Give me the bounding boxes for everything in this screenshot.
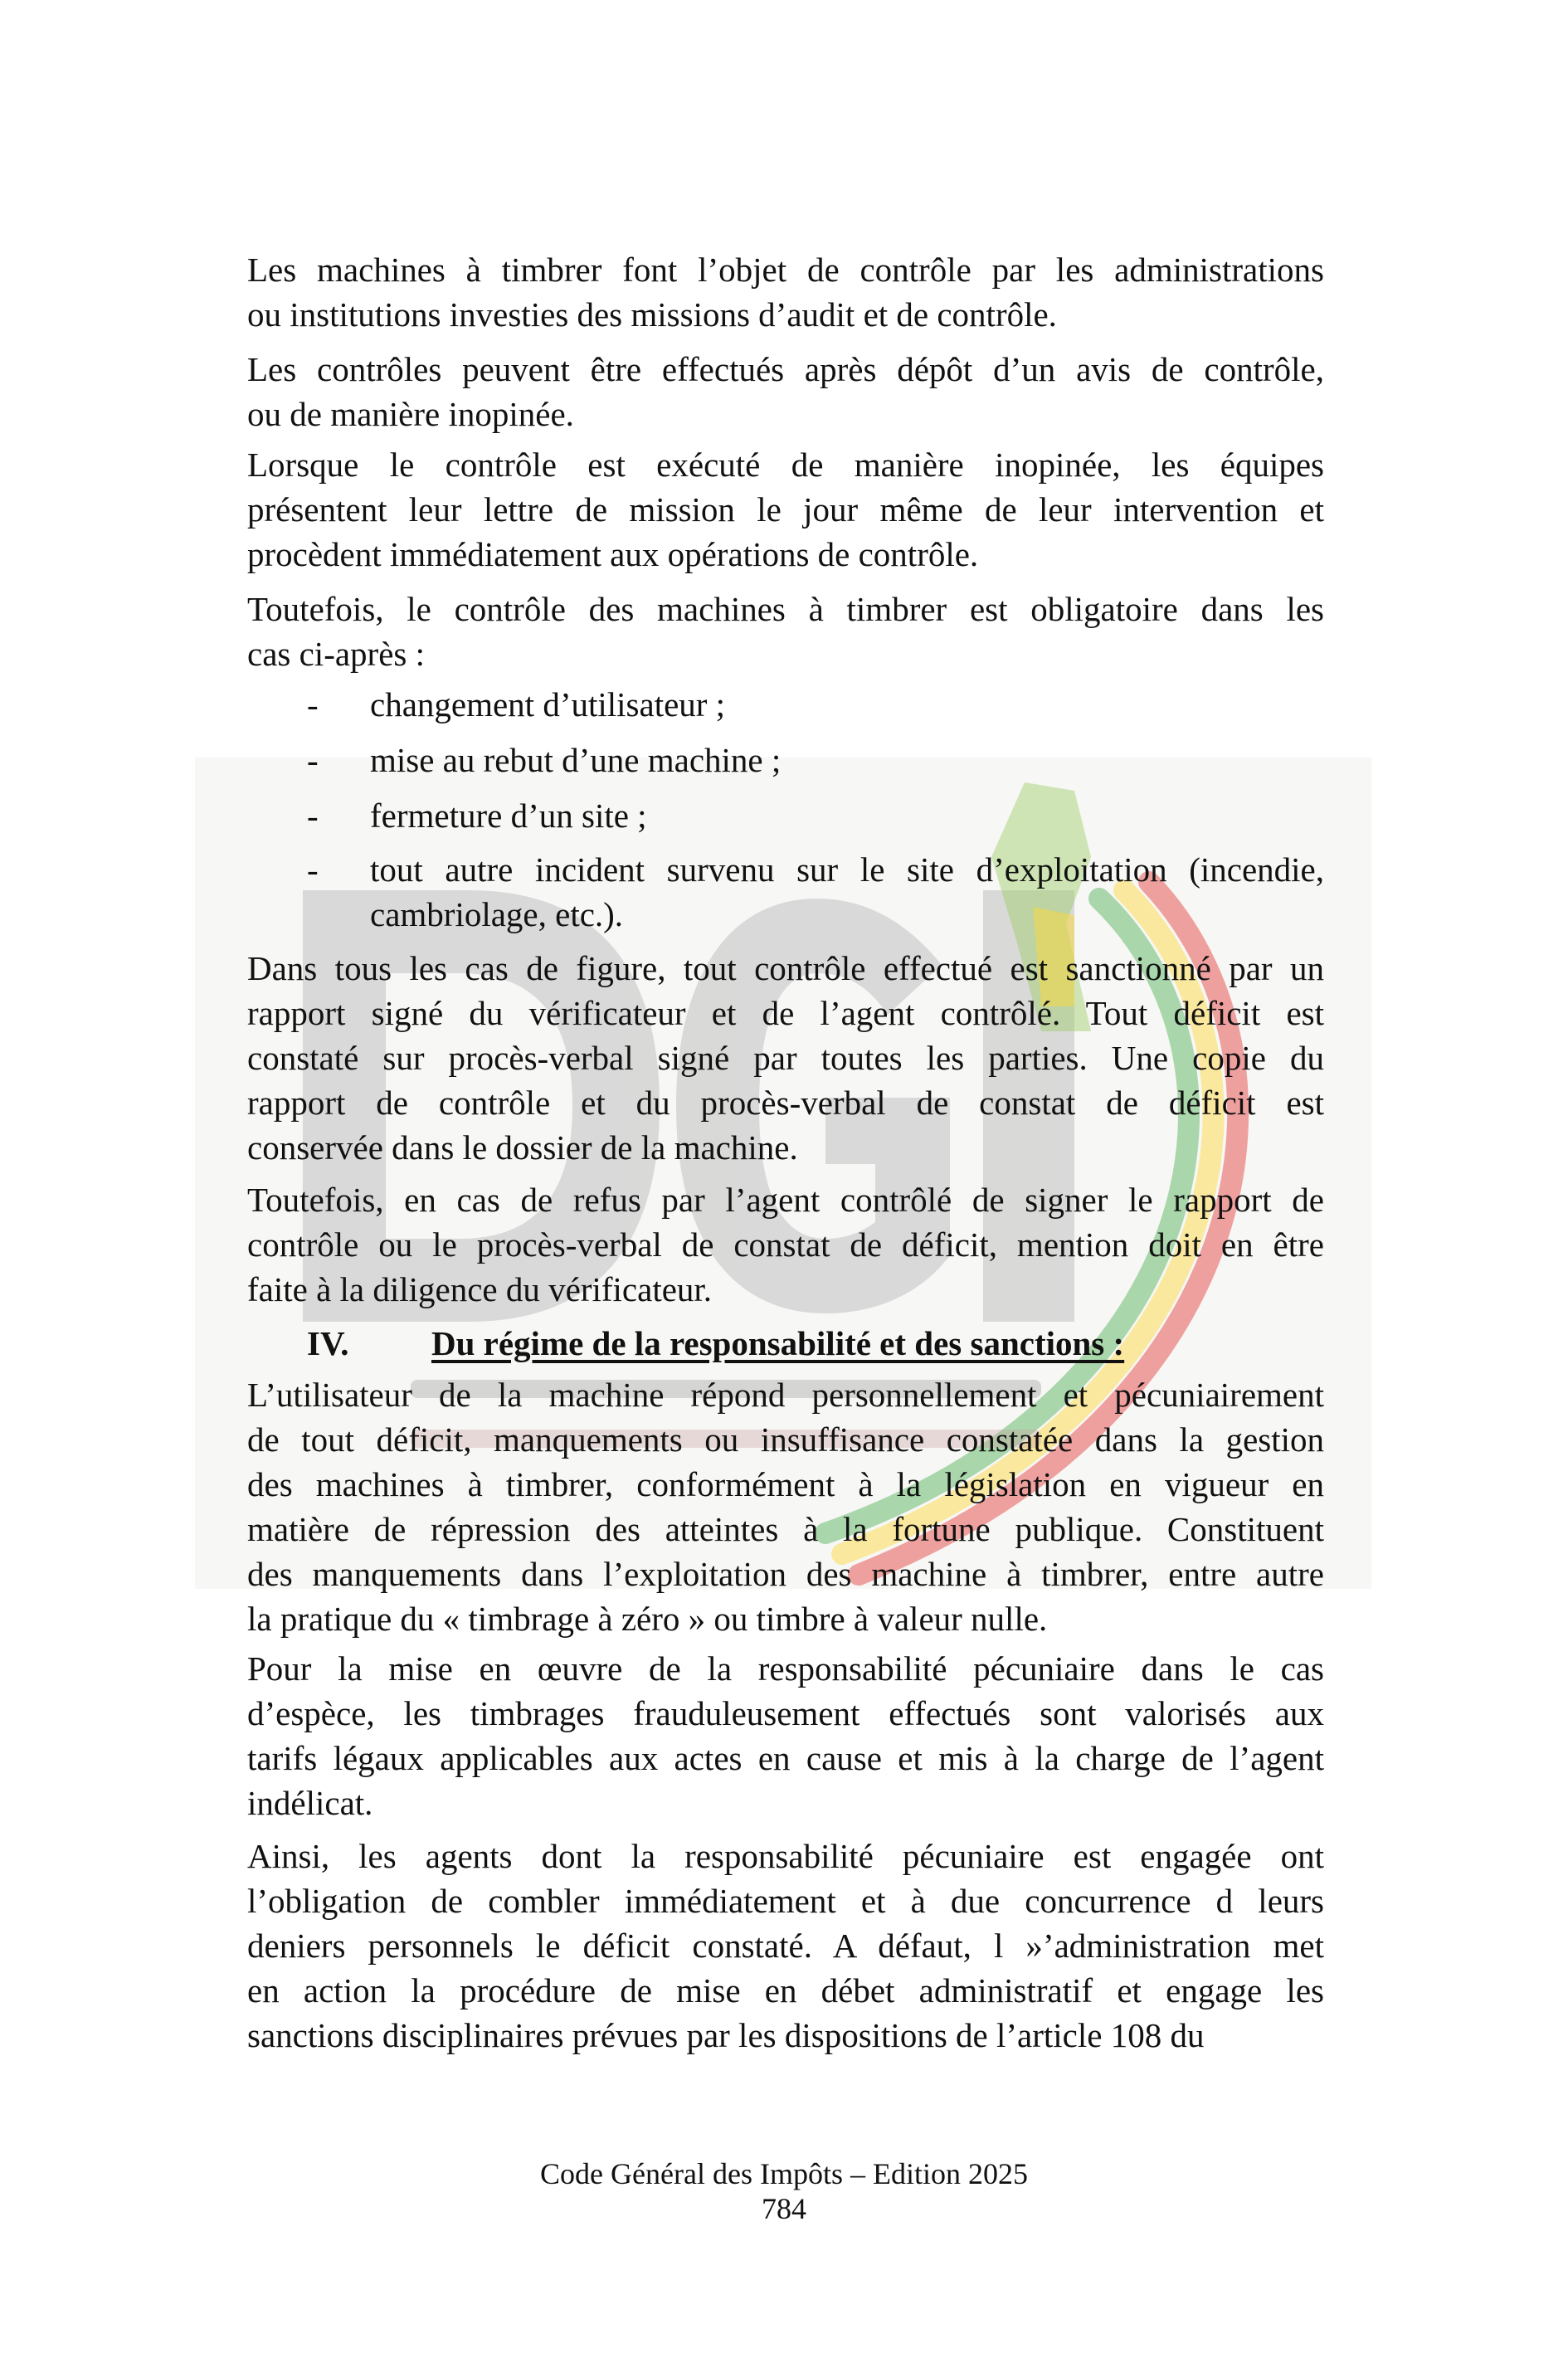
paragraph-line: constaté sur procès-verbal signé par toutes les parties. Une copie du [247, 1039, 1324, 1077]
paragraph-line: Lorsque le contrôle est exécuté de manière inopinée, les équipes [247, 446, 1324, 484]
list-bullet: - [307, 850, 319, 889]
paragraph [247, 1834, 1324, 2058]
section-title: Du régime de la responsabilité et des sanctions : [431, 1324, 1125, 1362]
list-item-text: changement d’utilisateur ; [370, 685, 726, 723]
paragraph-line: procèdent immédiatement aux opérations de contrôle. [247, 535, 979, 573]
paragraph-line: tarifs légaux applicables aux actes en cause et mis à la charge de l’agent [247, 1739, 1324, 1777]
list-item-text: cambriolage, etc.). [370, 895, 624, 933]
page-number: 784 [762, 2192, 806, 2225]
paragraph-line: ou de manière inopinée. [247, 395, 574, 433]
paragraph-line: Toutefois, le contrôle des machines à timbrer est obligatoire dans les [247, 590, 1324, 628]
paragraph [247, 587, 1324, 676]
paragraph [247, 1372, 1324, 1641]
paragraph-line: la pratique du « timbrage à zéro » ou timbre à valeur nulle. [247, 1600, 1048, 1638]
paragraph-line: Dans tous les cas de figure, tout contrôle effectué est sanctionné par un [247, 949, 1324, 987]
list-item-text: mise au rebut d’une machine ; [370, 741, 782, 779]
paragraph-line: d’espèce, les timbrages frauduleusement effectués sont valorisés aux [247, 1694, 1324, 1732]
paragraph [247, 347, 1324, 436]
paragraph-line: Ainsi, les agents dont la responsabilité pécuniaire est engagée ont [247, 1837, 1324, 1875]
paragraph [247, 1646, 1324, 1825]
paragraph-line: des manquements dans l’exploitation des machine à timbrer, entre autre [247, 1555, 1324, 1593]
paragraph-line: L’utilisateur de la machine répond personnellement et pécuniairement [247, 1376, 1324, 1414]
paragraph-line: conservée dans le dossier de la machine. [247, 1128, 798, 1167]
list-item-text: tout autre incident survenu sur le site d’exploitation (incendie, [370, 850, 1324, 889]
paragraph-line: Pour la mise en œuvre de la responsabilité pécuniaire dans le cas [247, 1649, 1324, 1688]
paragraph-line: l’obligation de combler immédiatement et à due concurrence d leurs [247, 1882, 1324, 1920]
paragraph-line: présentent leur lettre de mission le jour même de leur intervention et [247, 490, 1324, 529]
paragraph-line: contrôle ou le procès-verbal de constat de déficit, mention doit en être [247, 1225, 1324, 1264]
paragraph-line: cas ci-après : [247, 635, 425, 673]
list-bullet: - [307, 741, 319, 779]
paragraph [247, 442, 1324, 577]
list-bullet: - [307, 797, 319, 835]
paragraph-line: Les contrôles peuvent être effectués après dépôt d’un avis de contrôle, [247, 350, 1324, 388]
paragraph [247, 247, 1324, 337]
section-number: IV. [307, 1324, 349, 1362]
list-item-text: fermeture d’un site ; [370, 797, 647, 835]
paragraph-line: Toutefois, en cas de refus par l’agent contrôlé de signer le rapport de [247, 1181, 1324, 1219]
paragraph-line: en action la procédure de mise en débet administratif et engage les [247, 1971, 1324, 2010]
paragraph-line: ou institutions investies des missions d’audit et de contrôle. [247, 295, 1057, 334]
footer-title: Code Général des Impôts – Edition 2025 [540, 2157, 1028, 2190]
paragraph-line: rapport de contrôle et du procès-verbal de constat de déficit est [247, 1084, 1324, 1122]
paragraph-line: deniers personnels le déficit constaté. A défaut, l »’administration met [247, 1927, 1324, 1965]
paragraph-line: des machines à timbrer, conformément à la législation en vigueur en [247, 1465, 1324, 1503]
paragraph [247, 1177, 1324, 1312]
paragraph-line: de tout déficit, manquements ou insuffisance constatée dans la gestion [247, 1420, 1324, 1459]
paragraph-line: faite à la diligence du vérificateur. [247, 1270, 713, 1308]
paragraph-line: indélicat. [247, 1784, 373, 1822]
paragraph [247, 946, 1324, 1170]
list-bullet: - [307, 685, 319, 723]
paragraph-line: sanctions disciplinaires prévues par les dispositions de l’article 108 du [247, 2016, 1205, 2054]
paragraph-line: matière de répression des atteintes à la fortune publique. Constituent [247, 1510, 1324, 1548]
paragraph-line: rapport signé du vérificateur et de l’agent contrôlé. Tout déficit est [247, 994, 1324, 1032]
paragraph-line: Les machines à timbrer font l’objet de contrôle par les administrations [247, 251, 1324, 289]
